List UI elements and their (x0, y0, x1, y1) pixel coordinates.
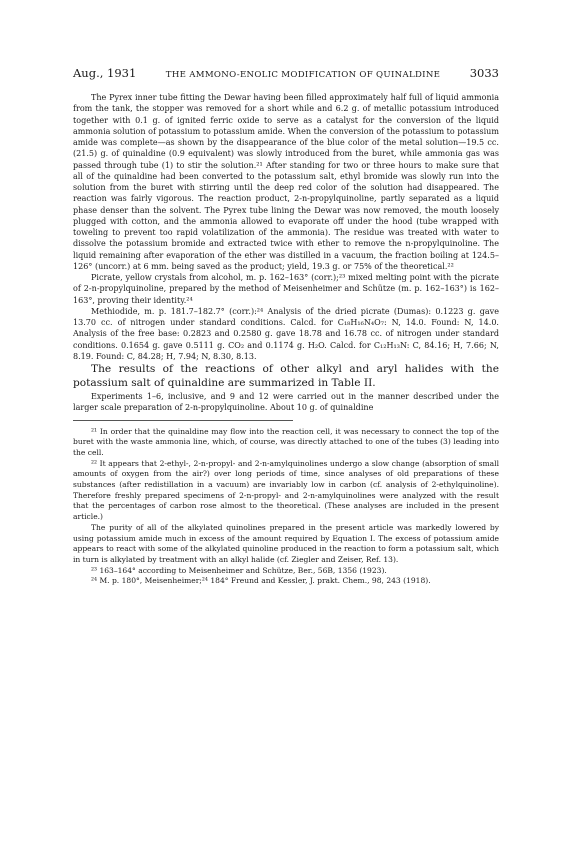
procedure-paragraph: The Pyrex inner tube fitting the Dewar having been filled approximately half full of liquid ammonia from the tank, the stopper was removed for a short while and 6.2 g. of metallic potassium introduced together with 0.1 g. of ignited ferric oxide to serve as a catalyst for the conversion of the liquid ammonia solution of potassium to potassium amide. When the conversion of the potassium to potassium amide was complete—as shown by the disappearance of the blue color of the metal solution—19.5 cc. (21.5) g. of quinaldine (0.9 equivalent) was slowly introduced from the buret, while ammonia gas was passed through tube (1) to stir the solution.²¹ After standing for two or three hours to make sure that all of the quinaldine had been converted to the potassium salt, ethyl bromide was slowly run into the solution from the buret with stirring until the deep red color of the solution had disappeared. The reaction was fairly vigorous. The reaction product, 2-n-propylquinoline, partly separated as a liquid phase denser than the solvent. The Pyrex tube lining the Dewar was now removed, the mouth loosely plugged with cotton, and the ammonia allowed to evaporate off under the hood (tube wrapped with toweling to prevent too rapid volatilization of the ammonia). The residue was treated with water to dissolve the potassium bromide and extracted twice with ether to remove the n-propylquinoline. The liquid remaining after evaporation of the ether was distilled in a vacuum, the fraction boiling at 124.5–126° (uncorr.) at 6 mm. being saved as the product; yield, 19.3 g. or 75% of the theoretical.²² (73, 93, 499, 271)
experiments-paragraph: Experiments 1–6, inclusive, and 9 and 12 were carried out in the manner described under the larger scale preparation of 2-n-propylquinoline. About 10 g. of quinaldine (73, 392, 499, 413)
footnote-24: ²⁴ M. p. 180°, Meisenheimer;²⁴ 184° Freund and Kessler, J. prakt. Chem., 98, 243 (1918). (91, 576, 431, 586)
page-number: 3033 (469, 66, 499, 80)
body-text (73, 92, 499, 362)
running-header (73, 66, 499, 80)
header-title: THE AMMONO-ENOLIC MODIFICATION OF QUINALDINE (165, 70, 441, 80)
page (73, 66, 499, 587)
footnotes (73, 427, 499, 588)
table-summary-sentence: The results of the reactions of other alkyl and aryl halides with the potassium salt of quinaldine are summarized in Table II. (73, 363, 499, 389)
footnote-22: ²² It appears that 2-ethyl-, 2-n-propyl- and 2-n-amylquinolines undergo a slow change (absorption of small amounts of oxygen from the air?) over long periods of time, since analyses of old preparations of these substances (after redistillation in a vacuum) are invariably low in carbon (cf. analysis of 2-ethylquinoline). Therefore freshly prepared specimens of 2-n-propyl- and 2-n-amylquinolines were analyzed with the result that the percentages of carbon rose almost to the theoretical. (These analyses are included in the present article.) (73, 458, 499, 522)
footnote-divider (73, 420, 293, 421)
footnote-23: ²³ 163–164° according to Meisenheimer and Schütze, Ber., 56B, 1356 (1923). (91, 565, 387, 575)
methiodide-paragraph: Methiodide, m. p. 181.7–182.7° (corr.):²⁴ Analysis of the dried picrate (Dumas): 0.1223 g. gave 13.70 cc. of nitrogen under standard conditions. Calcd. for C₁₈H₁₆N₄O₇: N, 14.0. Found: N, 14.0. Analysis of the free base: 0.2823 and 0.2580 g. gave 18.78 and 16.78 cc. of nitrogen under standard conditions. 0.1654 g. gave 0.5111 g. CO₂ and 0.1174 g. H₂O. Calcd. for C₁₂H₁₃N: C, 84.16; H, 7.66; N, 8.19. Found: C, 84.28; H, 7.94; N, 8.30, 8.13. (73, 306, 499, 361)
experiments-text (73, 391, 499, 414)
header-date: Aug., 1931 (73, 66, 137, 80)
footnote-21: ²¹ In order that the quinaldine may flow into the reaction cell, it was necessary to connect the top of the buret with the waste ammonia line, which, of course, was directly attached to one of the tubes (3) leading into the cell. (73, 426, 499, 457)
picrate-paragraph: Picrate, yellow crystals from alcohol, m. p. 162–163° (corr.);²³ mixed melting point with the picrate of 2-n-propylquinoline, prepared by the method of Meisenheimer and Schütze (m. p. 162–163°) is 162–163°, proving their identity.²⁴ (73, 273, 499, 305)
footnote-22-continued: The purity of all of the alkylated quinolines prepared in the present article was markedly lowered by using potassium amide much in excess of the amount required by Equation I. The excess of potassium amide appears to react with some of the alkylated quinoline produced in the reaction to form a potassium salt, which in turn is alkylated by treatment with an alkyl halide (cf. Ziegler and Zeiser, Ref. 13). (73, 522, 499, 564)
